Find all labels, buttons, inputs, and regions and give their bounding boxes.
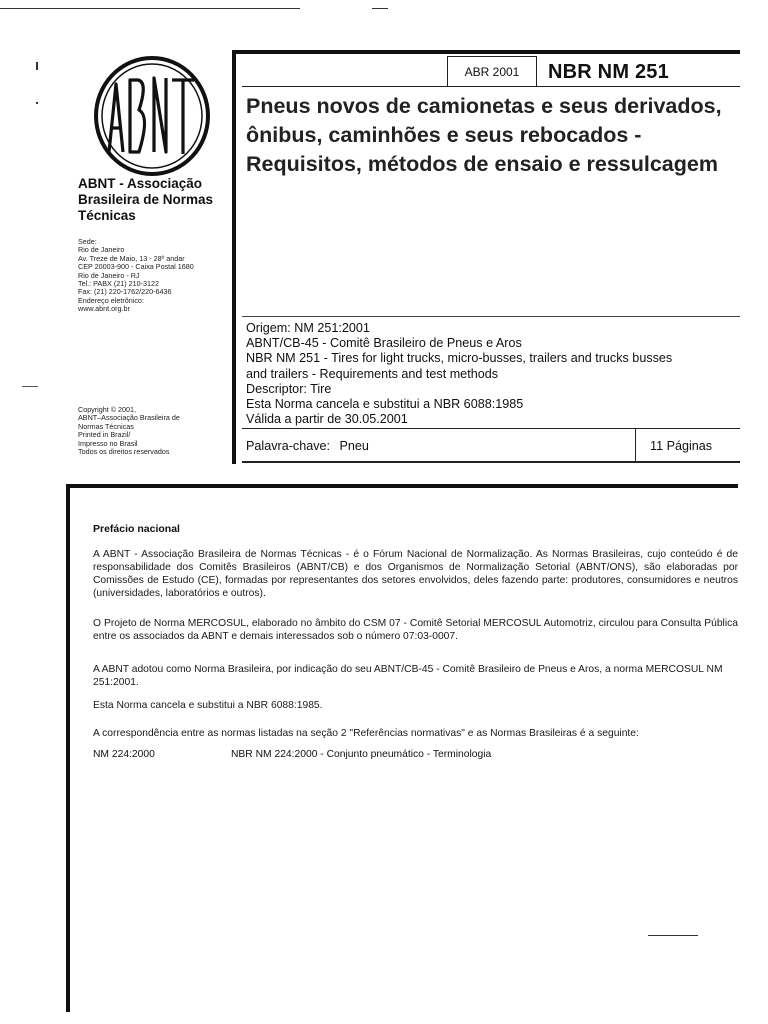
scan-mark (36, 62, 38, 70)
divider (242, 316, 740, 317)
page-count: 11 Páginas (650, 439, 713, 453)
header-left-border (232, 50, 236, 464)
keyword-label: Palavra-chave: (246, 439, 330, 453)
origin-info (246, 321, 738, 427)
paragraph: A ABNT - Associação Brasileira de Normas Técnicas - é o Fórum Nacional de Normalização. As Normas Brasileiras, cujo conteúdo é de responsabilidade dos Comitês Brasileiros (ABNT/CB) e dos Organismos de Normalização Setorial (ABNT/ONS), são elaboradas por Comissões de Estudo (CE), formadas por representantes dos setores envolvidos, deles fazendo parte: produtores, consumidores e neutros (universidades, laboratórios e outros). (93, 549, 738, 599)
copyright-line: ABNT–Associação Brasileira de (78, 413, 180, 423)
body-top-border (66, 484, 738, 488)
address-line: CEP 20003-900 - Caixa Postal 1680 (78, 262, 194, 272)
scan-mark (36, 102, 38, 104)
copyright-line: Todos os direitos reservados (78, 447, 170, 457)
origin-line: Origem: NM 251:2001 (246, 321, 370, 335)
headquarters-address (78, 238, 238, 314)
standard-code: NBR NM 251 (548, 61, 669, 83)
origin-line: Descriptor: Tire (246, 381, 332, 396)
address-line: Tel.: PABX (21) 210-3122 (78, 279, 159, 289)
divider (242, 86, 740, 87)
address-line: Endereço eletrônico: (78, 295, 144, 305)
origin-line: and trailers - Requirements and test methods (246, 366, 498, 381)
abnt-logo (92, 56, 212, 176)
paragraph: O Projeto de Norma MERCOSUL, elaborado no âmbito do CSM 07 - Comitê Setorial MERCOSUL Automotriz, circulou para Consulta Pública entre os associados da ABNT e demais interessados sob o número 07:03-0007. (93, 618, 738, 642)
top-scan-dash (372, 8, 388, 9)
address-line: Rio de Janeiro - RJ (78, 270, 140, 280)
copyright-notice (78, 406, 238, 456)
body-left-border (66, 484, 70, 1012)
scan-mark (22, 386, 38, 387)
address-line: Rio de Janeiro (78, 245, 125, 255)
origin-line: Esta Norma cancela e substitui a NBR 6088:1985 (246, 397, 524, 412)
reference-description: NBR NM 224:2000 - Conjunto pneumático - Terminologia (231, 749, 492, 760)
copyright-line: Normas Técnicas (78, 421, 134, 431)
paragraph: A correspondência entre as normas listadas na seção 2 "Referências normativas" e as Normas Brasileiras é a seguinte: (93, 728, 639, 739)
reference-code: NM 224:2000 (93, 749, 155, 760)
keyword-value: Pneu (339, 439, 369, 453)
publication-date: ABR 2001 (447, 56, 537, 87)
paragraph: A ABNT adotou como Norma Brasileira, por indicação do seu ABNT/CB-45 - Comitê Brasileiro de Pneus e Aros, a norma MERCOSUL NM 251:2001. (93, 664, 723, 688)
origin-line: NBR NM 251 - Tires for light trucks, micro-busses, trailers and trucks busses (246, 351, 673, 366)
organization-name: ABNT - Associação Brasileira de Normas Técnicas (78, 176, 214, 223)
scan-mark (648, 935, 698, 936)
copyright-line: Printed in Brazil/ (78, 430, 131, 440)
header-top-border (232, 50, 740, 54)
copyright-line: Copyright © 2001, (78, 405, 137, 414)
origin-line: ABNT/CB-45 - Comitê Brasileiro de Pneus e Aros (246, 336, 522, 351)
origin-line: Válida a partir de 30.05.2001 (246, 412, 408, 427)
address-line: www.abnt.org.br (78, 304, 130, 314)
paragraph: Esta Norma cancela e substitui a NBR 6088:1985. (93, 700, 323, 711)
divider (242, 461, 740, 463)
copyright-line: Impresso no Brasil (78, 438, 138, 448)
divider (635, 428, 636, 462)
address-line: Av. Treze de Maio, 13 - 28º andar (78, 253, 185, 263)
address-line: Fax: (21) 220-1762/220-6436 (78, 287, 172, 297)
address-line: Sede: (78, 237, 97, 246)
document-title: Pneus novos de camionetas e seus derivados, ônibus, caminhões e seus rebocados - Requisitos, métodos de ensaio e ressulcagem (246, 94, 722, 176)
top-scan-rule (0, 8, 300, 9)
section-title: Prefácio nacional (93, 523, 180, 535)
keyword-row (246, 432, 638, 460)
divider (242, 428, 740, 429)
